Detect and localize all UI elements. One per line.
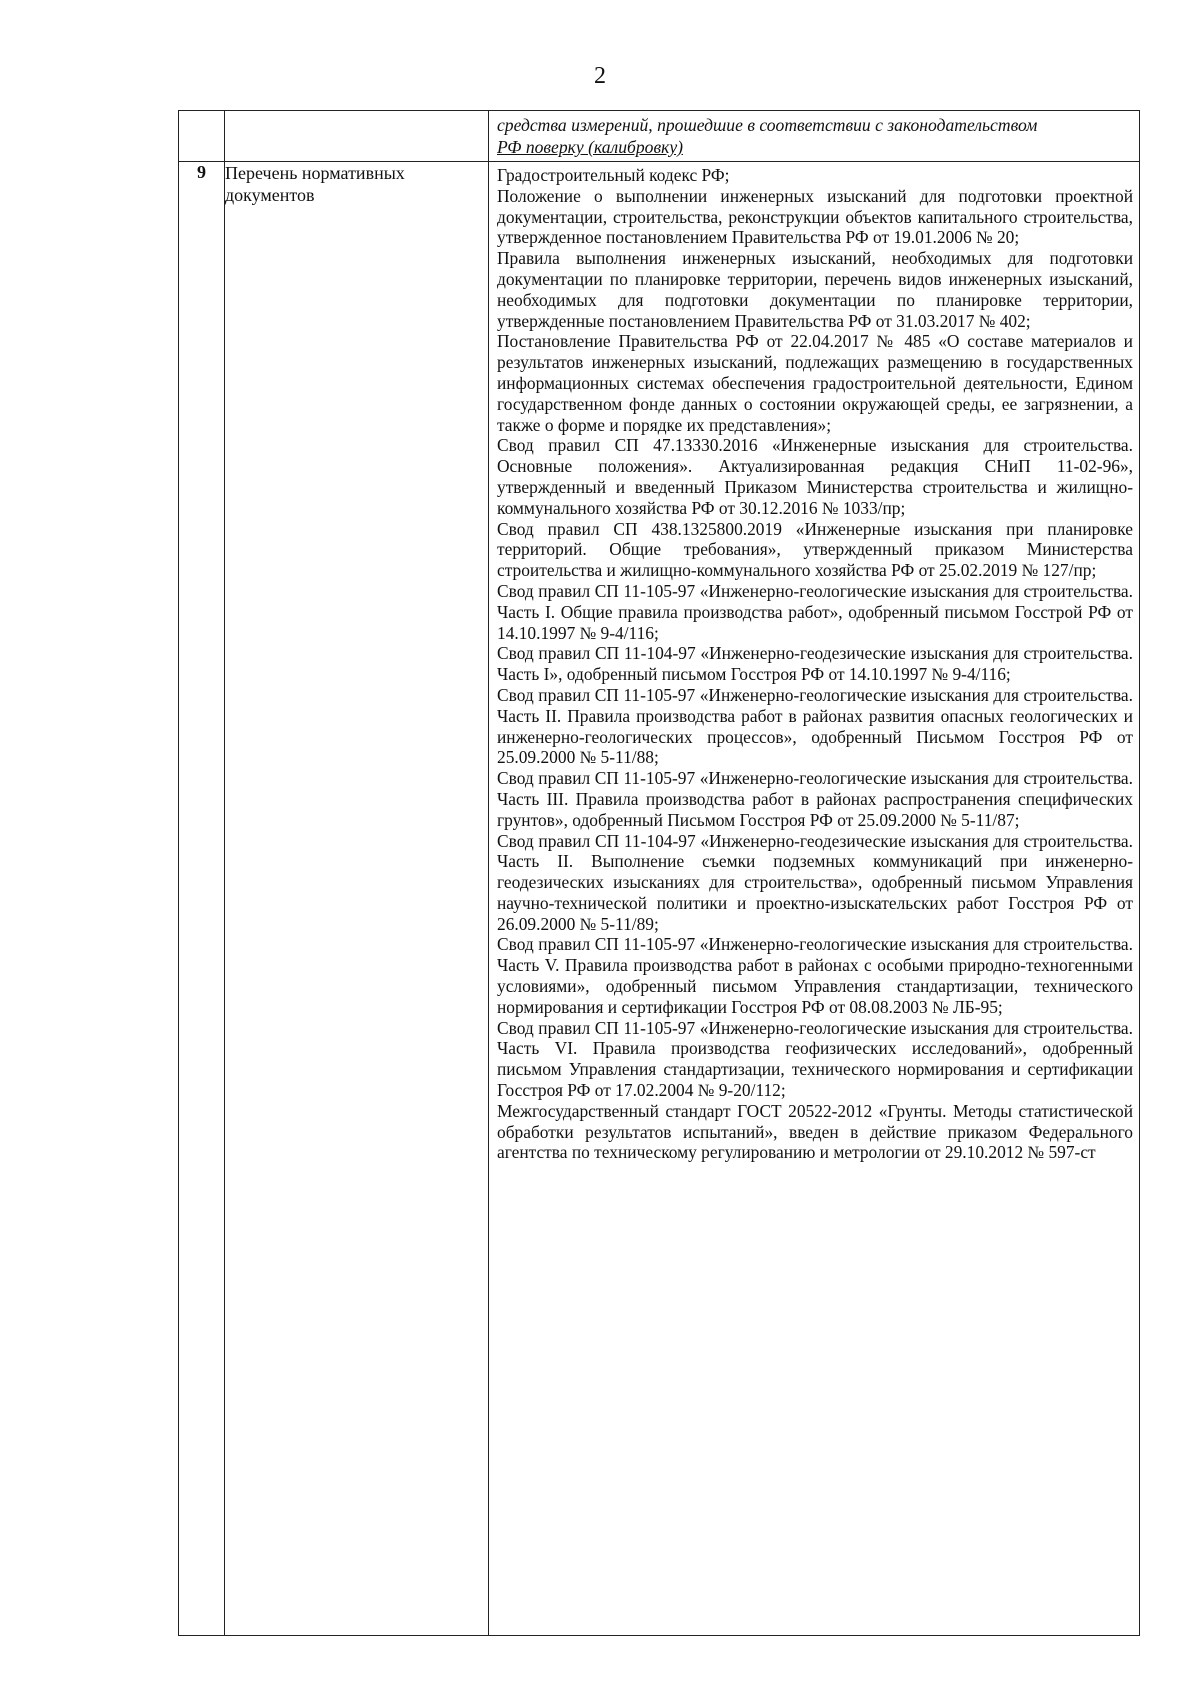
row-name: Перечень нормативных документов [225, 162, 489, 1636]
document-item: Свод правил СП 11-104-97 «Инженерно-геодезические изыскания для строительства. Часть II. Выполнение съемки подземных коммуникаций при инженерно-геодезических изысканиях для строительства», одобренный письмом Управления научно-технической политики и проектно-изыскательских работ Госстроя РФ от 26.09.2000 № 5-11/89; [497, 830, 1133, 934]
page-number: 2 [594, 63, 606, 89]
document-item: Правила выполнения инженерных изысканий, необходимых для подготовки документации по планировке территории, перечень видов инженерных изысканий, необходимых для подготовки документации по планировке территории, утвержденные постановлением Правительства РФ от 31.03.2017 № 402; [497, 248, 1133, 331]
table-row-9 [179, 162, 1140, 1636]
row-number: 9 [179, 162, 225, 1636]
table-row-continuation [179, 111, 1140, 162]
document-item: Свод правил СП 11-105-97 «Инженерно-геологические изыскания для строительства. Часть III. Правила производства работ в районах распространения специфических грунтов», одобренный Письмом Госстроя РФ от 25.09.2000 № 5-11/87; [497, 768, 1133, 830]
cell-number-empty [179, 111, 225, 162]
cell-documents [489, 162, 1140, 1636]
document-item: Свод правил СП 438.1325800.2019 «Инженерные изыскания при планировке территорий. Общие требования», утвержденный приказом Министерства строительства и жилищно-коммунального хозяйства РФ от 25.02.2019 № 127/пр; [497, 518, 1133, 581]
requirements-table [178, 110, 1140, 1636]
document-item: Постановление Правительства РФ от 22.04.2017 № 485 «О составе материалов и результатов инженерных изысканий, подлежащих размещению в государственных информационных системах обеспечения градостроительной деятельности, Едином государственном фонде данных о состоянии окружающей среды, ее загрязнении, а также о форме и порядке их представления»; [497, 331, 1133, 435]
document-item: Свод правил СП 11-105-97 «Инженерно-геологические изыскания для строительства. Часть II. Правила производства работ в районах развития опасных геологических и инженерно-геологических процессов», одобренный Письмом Госстроя РФ от 25.09.2000 № 5-11/88; [497, 684, 1133, 768]
cell-name-empty [225, 111, 489, 162]
cell-continuation [489, 111, 1140, 162]
documents-list [489, 162, 1139, 1635]
continuation-text [489, 111, 1139, 158]
document-item: Свод правил СП 47.13330.2016 «Инженерные изыскания для строительства. Основные положения». Актуализированная редакция СНиП 11-02-96», утвержденный и введенный Приказом Министерства строительства и жилищно-коммунального хозяйства РФ от 30.12.2016 № 1033/пр; [497, 435, 1133, 518]
continuation-line-1: средства измерений, прошедшие в соответствии с законодательством [497, 115, 1038, 135]
document-item: Свод правил СП 11-105-97 «Инженерно-геологические изыскания для строительства. Часть V. Правила производства работ в районах с особыми природно-техногенными условиями», одобренный письмом Управления стандартизации, технического нормирования и сертификации Госстроя РФ от 08.08.2003 № ЛБ-95; [497, 934, 1133, 1017]
document-item: Положение о выполнении инженерных изысканий для подготовки проектной документации, строительства, реконструкции объектов капитального строительства, утвержденное постановлением Правительства РФ от 19.01.2006 № 20; [497, 185, 1133, 248]
document-item: Градостроительный кодекс РФ; [497, 165, 730, 185]
document-item: Межгосударственный стандарт ГОСТ 20522-2012 «Грунты. Методы статистической обработки результатов испытаний», введен в действие приказом Федерального агентства по техническому регулированию и метрологии от 29.10.2012 № 597-ст [497, 1100, 1133, 1163]
document-item: Свод правил СП 11-105-97 «Инженерно-геологические изыскания для строительства. Часть I. Общие правила производства работ», одобренный письмом Госстрой РФ от 14.10.1997 № 9-4/116; [497, 580, 1133, 643]
document-item: Свод правил СП 11-105-97 «Инженерно-геологические изыскания для строительства. Часть VI. Правила производства геофизических исследований», одобренный письмом Управления стандартизации, технического нормирования и сертификации Госстроя РФ от 17.02.2004 № 9-20/112; [497, 1017, 1133, 1101]
continuation-line-2: РФ поверку (калибровку) [497, 137, 683, 157]
document-item: Свод правил СП 11-104-97 «Инженерно-геодезические изыскания для строительства. Часть I», одобренный письмом Госстроя РФ от 14.10.1997 № 9-4/116; [497, 643, 1133, 685]
